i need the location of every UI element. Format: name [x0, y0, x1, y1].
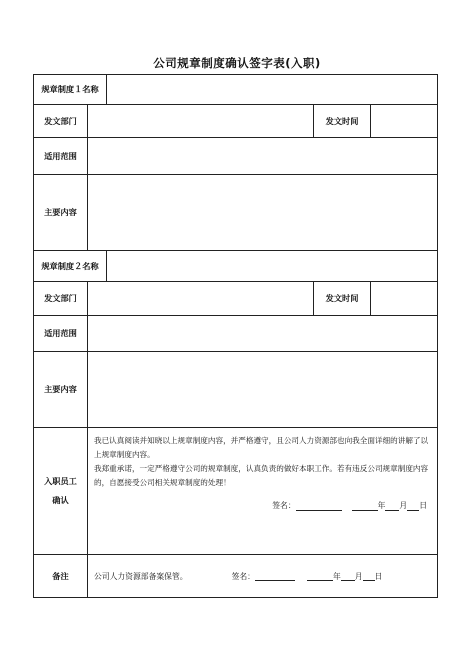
confirm-signature-line — [88, 500, 437, 511]
reg2-scope-row — [34, 316, 438, 352]
remark-body — [88, 555, 438, 598]
confirm-month-label: 月 — [399, 501, 408, 510]
reg2-scope-field[interactable] — [88, 316, 438, 352]
reg2-content-row — [34, 352, 438, 428]
reg2-dept-label: 发文部门 — [34, 282, 88, 316]
reg1-name-label: 规章制度１名称 — [34, 75, 107, 105]
confirm-label-line2: 确认 — [52, 495, 69, 505]
reg1-dept-row — [34, 105, 438, 138]
confirm-label — [34, 428, 88, 555]
reg2-dept-field[interactable] — [88, 282, 314, 316]
reg1-time-label: 发文时间 — [314, 105, 371, 138]
reg2-time-label: 发文时间 — [314, 282, 371, 316]
reg2-name-field[interactable] — [107, 251, 438, 282]
confirm-label-line1: 入职员工 — [44, 476, 77, 486]
remark-content — [94, 571, 431, 582]
remark-label: 备注 — [34, 555, 88, 598]
reg1-scope-label: 适用范围 — [34, 138, 88, 175]
reg1-time-field[interactable] — [371, 105, 438, 138]
reg2-dept-row — [34, 282, 438, 316]
remark-month-field[interactable] — [341, 571, 355, 581]
confirm-day-label: 日 — [419, 501, 428, 510]
reg1-dept-field[interactable] — [88, 105, 314, 138]
reg1-name-row — [34, 75, 438, 105]
reg1-content-label: 主要内容 — [34, 175, 88, 251]
confirm-year-field[interactable] — [352, 501, 378, 511]
confirm-month-field[interactable] — [385, 501, 399, 511]
remark-year-field[interactable] — [307, 571, 333, 581]
reg1-content-row — [34, 175, 438, 251]
confirm-row — [34, 428, 438, 555]
reg1-name-field[interactable] — [107, 75, 438, 105]
confirm-day-field[interactable] — [407, 501, 419, 511]
remark-sign-label: 签名： — [231, 571, 255, 581]
reg2-content-field[interactable] — [88, 352, 438, 428]
confirm-paragraph-2: 我郑重承诺，一定严格遵守公司的规章制度，认真负责的做好本职工作。若有违反公司规章制度内容的，自愿接受公司相关规章制度的处理！ — [94, 464, 429, 487]
remark-year-label: 年 — [332, 571, 341, 581]
confirm-body — [88, 428, 438, 555]
remark-signature-field[interactable] — [255, 571, 295, 581]
remark-month-label: 月 — [354, 571, 363, 581]
reg1-scope-field[interactable] — [88, 138, 438, 175]
remark-day-label: 日 — [374, 571, 383, 581]
confirm-paragraph-1: 我已认真阅读并知晓以上规章制度内容，并严格遵守，且公司人力资源部也向我全面详细的讲解了以上规章制度内容。 — [94, 436, 429, 459]
confirm-signature-field[interactable] — [296, 501, 342, 511]
reg2-name-row — [34, 251, 438, 282]
reg1-scope-row — [34, 138, 438, 175]
reg2-name-label: 规章制度２名称 — [34, 251, 107, 282]
reg2-time-field[interactable] — [371, 282, 438, 316]
remark-day-field[interactable] — [363, 571, 375, 581]
reg1-dept-label: 发文部门 — [34, 105, 88, 138]
confirm-year-label: 年 — [377, 501, 386, 510]
reg2-scope-label: 适用范围 — [34, 316, 88, 352]
confirm-sign-label: 签名： — [272, 501, 296, 510]
reg1-content-field[interactable] — [88, 175, 438, 251]
form-title: 公司规章制度确认签字表(入职) — [153, 56, 321, 70]
confirmation-form-table — [33, 74, 438, 598]
remark-text: 公司人力资源部备案保管。 — [94, 571, 188, 581]
reg2-content-label: 主要内容 — [34, 352, 88, 428]
remark-row — [34, 555, 438, 598]
